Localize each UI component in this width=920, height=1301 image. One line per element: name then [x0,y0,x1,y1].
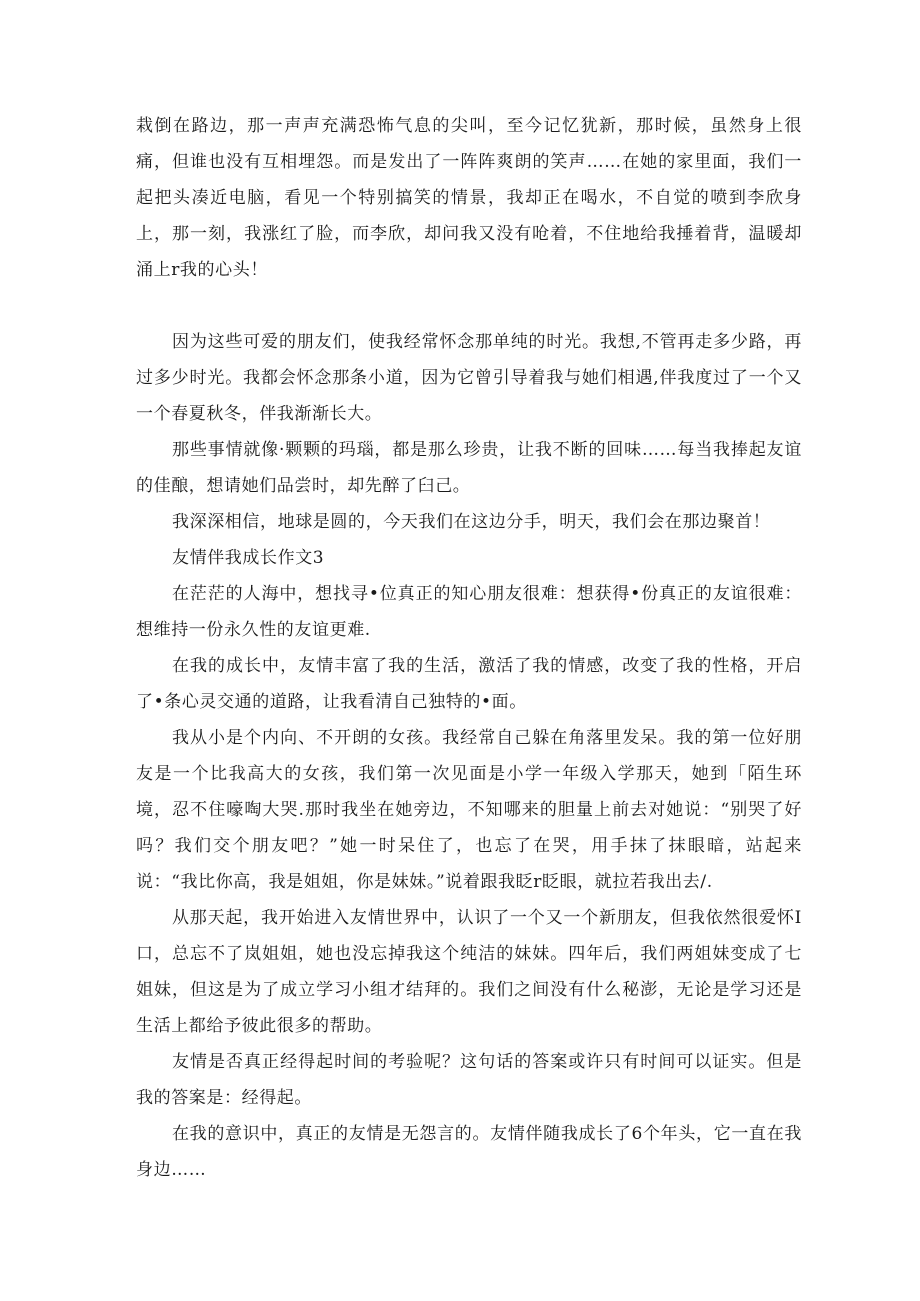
paragraph: 那些事情就像·颗颗的玛瑙，都是那么珍贵，让我不断的回味……每当我捧起友谊的佳酿，想请她们品尝时，却先醉了臼己。 [136,440,802,496]
paragraph: 我从小是个内向、不开朗的女孩。我经常自己躲在角落里发呆。我的第一位好朋友是一个比我高大的女孩，我们第一次见面是小学一年级入学那天，她到「陌生环境，忍不住嚎啕大哭.那时我坐在她旁边，不知哪来的胆量上前去对她说：“别哭了好吗？我们交个朋友吧？”她一时呆住了，也忘了在哭，用手抹了抹眼暗，站起来说：“我比你高，我是姐姐，你是妹妹。”说着跟我眨r眨眼，就拉若我出去/. [136,728,802,892]
paragraph: 我深深相信，地球是圆的，今天我们在这边分手，明天，我们会在那边聚首！ [172,512,771,532]
paragraph: 在茫茫的人海中，想找寻•位真正的知心朋友很难：想获得•份真正的友谊很难：想维持一份永久性的友谊更难. [136,584,802,640]
paragraph: 友情是否真正经得起时间的考验呢？这句话的答案或许只有时间可以证实。但是我的答案是：经得起。 [136,1052,802,1108]
paragraph: 从那天起，我开始进入友情世界中，认识了一个又一个新朋友，但我依然很爱怀I口，总忘不了岚姐姐，她也没忘掉我这个纯洁的妹妹。四年后，我们两姐妹变成了七姐妹，但这是为了成立学习小组才结拜的。我们之间没有什么秘澎，无论是学习还是生活上都给予彼此很多的帮助。 [136,908,802,1036]
paragraph: 在我的成长中，友情丰富了我的生活，激活了我的情感，改变了我的性格，开启了•条心灵交通的道路，让我看清自己独特的•面。 [136,656,802,712]
section-heading: 友情伴我成长作文3 [172,548,325,568]
paragraph: 因为这些可爱的朋友们，使我经常怀念那单纯的时光。我想,不管再走多少路，再过多少时光。我都会怀念那条小道，因为它曾引导着我与她们相遇,伴我度过了一个又一个春夏秋冬，伴我渐渐长大。 [136,332,802,424]
paragraph-continuation: 栽倒在路边，那一声声充满恐怖气息的尖叫，至今记忆犹新，那时候，虽然身上很痛，但谁也没有互相埋怨。而是发出了一阵阵爽朗的笑声……在她的家里面，我们一起把头凑近电脑，看见一个特别搞笑的情景，我却正在喝水，不自觉的喷到李欣身上，那一刻，我涨红了脸，而李欣，却问我又没有呛着，不住地给我捶着背，温暖却涌上r我的心头！ [136,116,802,280]
paragraph: 在我的意识中，真正的友情是无怨言的。友情伴随我成长了6个年头，它一直在我身边…… [136,1124,802,1180]
